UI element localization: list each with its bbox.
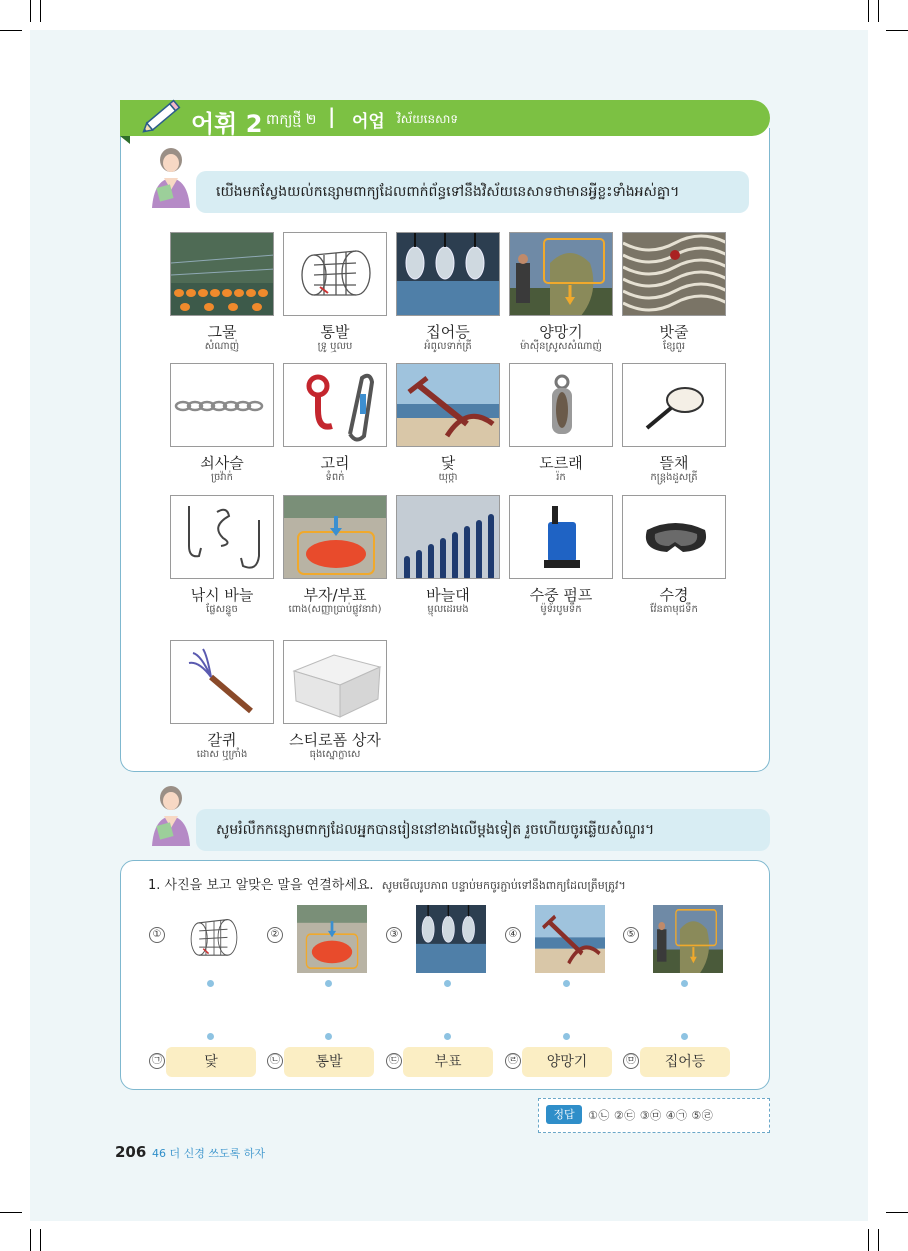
- vocab-word-ko: 밧줄: [659, 323, 689, 341]
- hook-ring-icon: [283, 363, 387, 447]
- vocab-word-ko: 낚시 바늘: [190, 586, 254, 604]
- answer-option[interactable]: 부표: [403, 1047, 493, 1077]
- vocab-card: [170, 363, 274, 484]
- item-number: ①: [149, 927, 165, 943]
- item-number: ②: [267, 927, 283, 943]
- fish-trap-icon: [283, 232, 387, 316]
- vocab-word-kh: ច្រវ៉ាក់: [210, 472, 234, 483]
- diving-goggles-icon: [622, 495, 726, 579]
- vocab-word-kh: ម៉ូទ័របូមទឹក: [540, 604, 582, 615]
- vocab-word-ko: 수경: [659, 586, 689, 604]
- vocab-word-kh: សំណាញ់: [204, 341, 240, 352]
- vocab-word-kh: អំពូលទាក់ត្រី: [424, 341, 472, 352]
- vocab-word-kh: រ៉ក: [556, 472, 566, 483]
- vocab-word-ko: 양망기: [539, 323, 583, 341]
- answer-option[interactable]: 닻: [166, 1047, 256, 1077]
- answer-option[interactable]: 통발: [284, 1047, 374, 1077]
- vocab-card: [509, 495, 613, 616]
- vocab-word-ko: 스티로폼 상자: [289, 731, 381, 749]
- crop-mark: [40, 1229, 41, 1251]
- fishing-lamp-icon: [416, 905, 486, 973]
- vocab-card: [170, 640, 274, 761]
- vocab-card: [283, 495, 387, 616]
- vocab-word-kh: ខ្សែពួរ: [662, 341, 686, 352]
- exercise-question-kh: សូមមើលរូបភាព បន្ទាប់មកចូរភ្ជាប់ទៅនឹងពាក្យដែលត្រឹមត្រូវ។: [381, 879, 626, 892]
- crop-mark: [40, 0, 41, 22]
- vocab-word-kh: យុថ្កា: [438, 472, 458, 483]
- buoy-icon: [297, 905, 367, 973]
- vocab-word-ko: 그물: [207, 323, 237, 341]
- exercise-question-ko: 1. 사진을 보고 알맞은 말을 연결하세요.: [148, 878, 374, 893]
- vocab-word-kh: ម្ជុលដេរមង: [427, 604, 469, 615]
- vocab-word-kh: ម៉ាស៊ីនស្រូសសំណាញ់: [520, 341, 602, 352]
- match-dot-bottom[interactable]: [563, 1033, 570, 1040]
- match-dot-bottom[interactable]: [681, 1033, 688, 1040]
- header-fold: [120, 136, 130, 144]
- match-dot-bottom[interactable]: [444, 1033, 451, 1040]
- option-mark: ㉡: [267, 1053, 283, 1069]
- fishing-lamp-icon: [396, 232, 500, 316]
- fishing-net-icon: [170, 232, 274, 316]
- match-dot-top[interactable]: [325, 980, 332, 987]
- pulley-icon: [509, 363, 613, 447]
- vocab-card: [396, 232, 500, 353]
- item-number: ⑤: [623, 927, 639, 943]
- crop-mark: [878, 0, 879, 22]
- buoy-icon: [283, 495, 387, 579]
- vocab-word-ko: 통발: [320, 323, 350, 341]
- vocab-word-ko: 부자/부표: [303, 586, 367, 604]
- vocab-word-kh: ដោស ឬក្រាំង: [196, 749, 248, 760]
- match-dot-bottom[interactable]: [207, 1033, 214, 1040]
- crop-mark: [30, 0, 31, 22]
- vocab-word-ko: 도르래: [539, 454, 583, 472]
- match-dot-bottom[interactable]: [325, 1033, 332, 1040]
- item-number: ④: [505, 927, 521, 943]
- vocab-card: [283, 363, 387, 484]
- match-dot-top[interactable]: [207, 980, 214, 987]
- item-number: ③: [386, 927, 402, 943]
- crop-mark: [878, 1229, 879, 1251]
- option-mark: ㉠: [149, 1053, 165, 1069]
- answer-label: 정답: [546, 1105, 582, 1124]
- vocab-word-ko: 뜰채: [659, 454, 689, 472]
- vocab-word-ko: 갈퀴: [207, 731, 237, 749]
- topic-title: 어업: [352, 112, 385, 132]
- net-hauler-icon: [653, 905, 723, 973]
- section-title-kh: ពាក្យថ្មី ២: [266, 112, 317, 128]
- crop-mark: [886, 30, 908, 31]
- vocab-word-ko: 수중 펌프: [529, 586, 593, 604]
- teacher-illustration: [146, 784, 196, 846]
- vocab-card: [170, 495, 274, 616]
- vocab-word-kh: វ៉ែនតាមុជទឹក: [650, 604, 698, 615]
- fish-trap-icon: [179, 905, 249, 973]
- anchor-icon: [396, 363, 500, 447]
- teacher-illustration: [146, 146, 196, 208]
- vocab-word-kh: ផ្លែសន្ទូច: [206, 604, 238, 615]
- net-hauler-icon: [509, 232, 613, 316]
- vocab-card: [622, 232, 726, 353]
- vocab-card: [509, 232, 613, 353]
- answer-option[interactable]: 집어등: [640, 1047, 730, 1077]
- header-separator: |: [328, 104, 336, 128]
- rake-icon: [170, 640, 274, 724]
- vocab-word-kh: កន្ត្រងដួសត្រី: [650, 472, 698, 483]
- match-dot-top[interactable]: [444, 980, 451, 987]
- option-mark: ㉤: [623, 1053, 639, 1069]
- landing-net-icon: [622, 363, 726, 447]
- vocab-word-kh: ទ្រូ ឬលប: [317, 341, 353, 352]
- chain-icon: [170, 363, 274, 447]
- crop-mark: [868, 1229, 869, 1251]
- anchor-icon: [535, 905, 605, 973]
- crop-mark: [868, 0, 869, 22]
- vocab-card: [283, 232, 387, 353]
- review-bubble: សូមរំលឹកកន្សោមពាក្យដែលអ្នកបានរៀននៅខាងលើម្តងទៀត រួចហើយចូរឆ្លើយសំណួរ។: [196, 809, 770, 851]
- fishhook-icon: [170, 495, 274, 579]
- vocab-word-ko: 고리: [320, 454, 350, 472]
- option-mark: ㉢: [386, 1053, 402, 1069]
- crop-mark: [0, 30, 22, 31]
- vocab-word-ko: 집어등: [426, 323, 470, 341]
- vocab-card: [283, 640, 387, 761]
- footer-title: 46 더 신경 쓰도록 하자: [152, 1147, 265, 1160]
- page-number: 206: [115, 1143, 147, 1161]
- vocab-card: [396, 363, 500, 484]
- answer-option[interactable]: 양망기: [522, 1047, 612, 1077]
- vocab-word-ko: 바늘대: [426, 586, 470, 604]
- vocab-word-kh: ទំពក់: [325, 472, 345, 483]
- vocab-word-ko: 쇠사슬: [200, 454, 244, 472]
- vocab-card: [170, 232, 274, 353]
- option-mark: ㉣: [505, 1053, 521, 1069]
- vocab-card: [622, 363, 726, 484]
- vocab-word-ko: 닻: [440, 454, 456, 472]
- match-dot-top[interactable]: [681, 980, 688, 987]
- topic-title-kh: វិស័យនេសាទ: [397, 112, 458, 126]
- section-title: 어휘 2: [191, 110, 263, 138]
- vocab-word-kh: ពោង(សញ្ញាប្រាប់ផ្លូវនាវា): [288, 604, 382, 615]
- vocab-card: [622, 495, 726, 616]
- vocab-card: [396, 495, 500, 616]
- net-needle-icon: [396, 495, 500, 579]
- water-pump-icon: [509, 495, 613, 579]
- vocab-card: [509, 363, 613, 484]
- answer-text: ①㉡ ②㉢ ③㉤ ④㉠ ⑤㉣: [588, 1109, 714, 1122]
- exercise-question: [148, 874, 626, 895]
- vocab-word-kh: ធុងស្នោក្លាសេ: [309, 749, 361, 760]
- rope-icon: [622, 232, 726, 316]
- crop-mark: [30, 1229, 31, 1251]
- styrofoam-box-icon: [283, 640, 387, 724]
- match-dot-top[interactable]: [563, 980, 570, 987]
- crop-mark: [0, 1212, 22, 1213]
- crop-mark: [886, 1212, 908, 1213]
- pencil-icon: [140, 96, 186, 136]
- intro-bubble: យើងមកស្វែងយល់កន្សោមពាក្យដែលពាក់ព័ន្ធទៅនឹងវិស័យនេសាទថាមានអ្វីខ្លះទាំងអស់គ្នា។: [196, 171, 749, 213]
